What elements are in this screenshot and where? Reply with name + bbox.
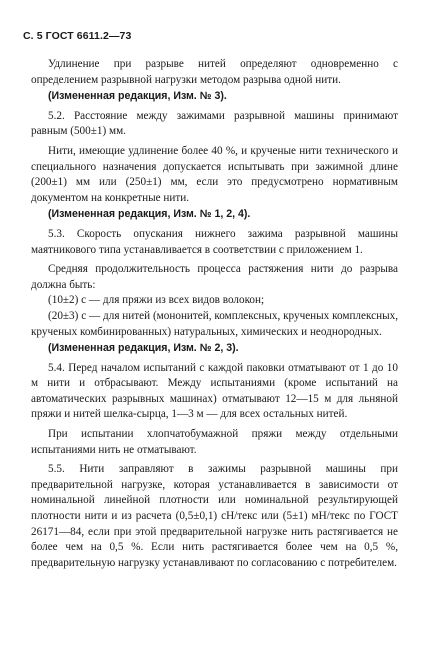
amendment-note: (Измененная редакция, Изм. № 1, 2, 4). <box>48 208 251 221</box>
paragraph-duration: Средняя продолжительность процесса растяжения нити до разрыва должна быть: <box>31 263 398 291</box>
amendment-note: (Измененная редакция, Изм. № 2, 3). <box>48 342 239 355</box>
paragraph-elongation: Удлинение при разрыве нитей определяют одновременно с определением разрывной нагрузки методом разрыва одной нити. <box>31 58 398 86</box>
clause-5-2: 5.2. Расстояние между зажимами разрывной машины принимают равным (500±1) мм. <box>31 109 398 138</box>
paragraph-cotton-yarn: При испытании хлопчатобумажной пряжи между отдельными испытаниями нить не отматывают. <box>31 428 398 456</box>
page-header: С. 5 ГОСТ 6611.2—73 <box>23 30 132 42</box>
list-item-threads: (20±3) с — для нитей (мононитей, комплексных, крученых комплексных, крученых комбинированных) натуральных, химических и неоднородных. <box>31 309 398 338</box>
clause-5-5: 5.5. Нити заправляют в зажимы разрывной машины при предварительной нагрузке, которая устанавливается в зависимости от номинальной линейной плотности или номинальной результирующей плотности нити и из расчета (0,5±0,1) сН/текс или (5±1) мН/текс по ГОСТ 26171—84, если при этой предварительной нагрузке нить растягивается не более чем на 0,5 %. Если нить растягивается более чем на 0,5 %, предварительную нагрузку устанавливают по согласованию с потребителем. <box>31 463 398 569</box>
document-body <box>31 57 398 571</box>
list-item-yarn: (10±2) с — для пряжи из всех видов волокон; <box>48 294 265 307</box>
amendment-note: (Измененная редакция, Изм. № 3). <box>48 90 227 103</box>
clause-5-4: 5.4. Перед началом испытаний с каждой паковки отматывают от 1 до 10 м нити и отбрасывают. Между испытаниями (кроме испытаний на автоматических разрывных машинах) отматывают 12—15 м для льняной пряжи и нитей шелка-сырца, 1—3 м — для всех остальных нитей. <box>31 361 398 421</box>
paragraph-clamp-length: Нити, имеющие удлинение более 40 %, и крученые нити технического и специального назначения допускается испытывать при зажимной длине (200±1) мм или (250±1) мм, если это предусмотрено нормативным документом на конкретные нити. <box>31 144 398 204</box>
clause-5-3: 5.3. Скорость опускания нижнего зажима разрывной машины маятникового типа устанавливается в соответствии с приложением 1. <box>31 227 398 256</box>
